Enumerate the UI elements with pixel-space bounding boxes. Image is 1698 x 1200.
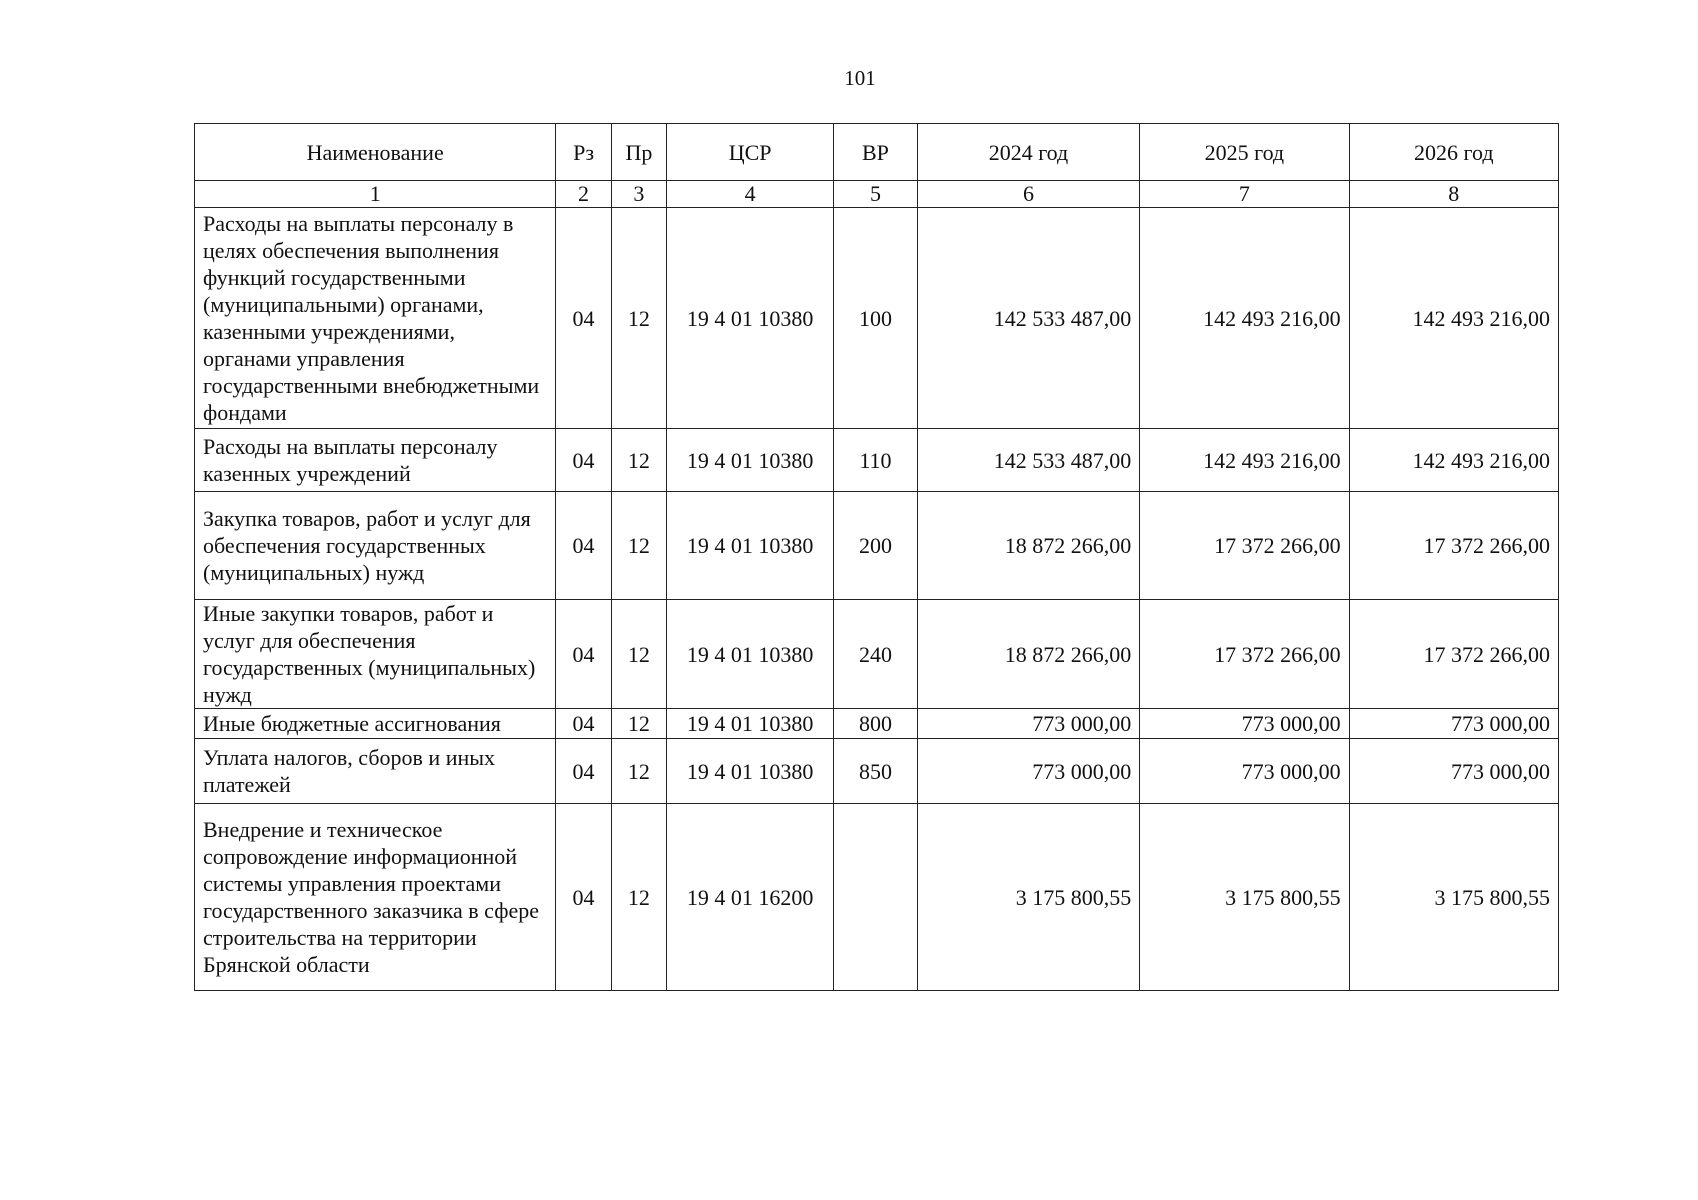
row-vr: 100 — [834, 208, 918, 429]
row-amount-2025: 773 000,00 — [1140, 709, 1349, 739]
row-name: Расходы на выплаты персоналу в целях обеспечения выполнения функций государственными (муниципальными) органами, казенными учреждениями, органами управления государственными внебюджетными фондами — [195, 208, 556, 429]
row-vr — [834, 804, 918, 991]
row-amount-2024: 142 533 487,00 — [917, 208, 1139, 429]
row-csr: 19 4 01 10380 — [667, 709, 834, 739]
row-amount-2025: 142 493 216,00 — [1140, 208, 1349, 429]
page-number: 101 — [844, 66, 876, 90]
row-pr: 12 — [611, 709, 666, 739]
table-row — [195, 739, 1559, 804]
row-amount-2024: 773 000,00 — [917, 709, 1139, 739]
row-csr: 19 4 01 10380 — [667, 492, 834, 600]
header-2025: 2025 год — [1140, 124, 1349, 181]
column-number: 4 — [667, 181, 834, 208]
table-row — [195, 804, 1559, 991]
table-row — [195, 208, 1559, 429]
column-number: 1 — [195, 181, 556, 208]
row-amount-2024: 18 872 266,00 — [917, 600, 1139, 709]
row-amount-2025: 17 372 266,00 — [1140, 492, 1349, 600]
row-name: Расходы на выплаты персоналу казенных учреждений — [195, 429, 556, 492]
row-amount-2026: 17 372 266,00 — [1349, 492, 1558, 600]
header-vr: ВР — [834, 124, 918, 181]
row-vr: 200 — [834, 492, 918, 600]
row-amount-2024: 3 175 800,55 — [917, 804, 1139, 991]
header-name: Наименование — [195, 124, 556, 181]
column-number: 5 — [834, 181, 918, 208]
header-pr: Пр — [611, 124, 666, 181]
row-csr: 19 4 01 16200 — [667, 804, 834, 991]
column-number: 6 — [917, 181, 1139, 208]
table-row — [195, 429, 1559, 492]
row-pr: 12 — [611, 208, 666, 429]
row-pr: 12 — [611, 739, 666, 804]
row-vr: 850 — [834, 739, 918, 804]
row-vr: 110 — [834, 429, 918, 492]
row-name: Закупка товаров, работ и услуг для обеспечения государственных (муниципальных) нужд — [195, 492, 556, 600]
row-amount-2026: 142 493 216,00 — [1349, 429, 1558, 492]
row-pr: 12 — [611, 600, 666, 709]
row-amount-2025: 142 493 216,00 — [1140, 429, 1349, 492]
row-pr: 12 — [611, 429, 666, 492]
header-csr: ЦСР — [667, 124, 834, 181]
row-csr: 19 4 01 10380 — [667, 600, 834, 709]
row-name: Иные бюджетные ассигнования — [195, 709, 556, 739]
column-number: 3 — [611, 181, 666, 208]
row-amount-2024: 773 000,00 — [917, 739, 1139, 804]
column-number: 8 — [1349, 181, 1558, 208]
row-csr: 19 4 01 10380 — [667, 739, 834, 804]
row-amount-2024: 18 872 266,00 — [917, 492, 1139, 600]
row-amount-2025: 773 000,00 — [1140, 739, 1349, 804]
row-name: Иные закупки товаров, работ и услуг для обеспечения государственных (муниципальных) нужд — [195, 600, 556, 709]
table-row — [195, 600, 1559, 709]
row-name: Внедрение и техническое сопровождение информационной системы управления проектами государственного заказчика в сфере строительства на территории Брянской области — [195, 804, 556, 991]
row-rz: 04 — [556, 208, 611, 429]
row-amount-2026: 3 175 800,55 — [1349, 804, 1558, 991]
row-pr: 12 — [611, 804, 666, 991]
row-rz: 04 — [556, 739, 611, 804]
row-amount-2025: 17 372 266,00 — [1140, 600, 1349, 709]
row-rz: 04 — [556, 709, 611, 739]
header-2026: 2026 год — [1349, 124, 1558, 181]
row-rz: 04 — [556, 600, 611, 709]
row-rz: 04 — [556, 429, 611, 492]
row-csr: 19 4 01 10380 — [667, 208, 834, 429]
row-amount-2026: 17 372 266,00 — [1349, 600, 1558, 709]
budget-table — [194, 123, 1559, 991]
column-numbers-row — [195, 181, 1559, 208]
row-amount-2025: 3 175 800,55 — [1140, 804, 1349, 991]
row-amount-2026: 773 000,00 — [1349, 739, 1558, 804]
row-amount-2026: 773 000,00 — [1349, 709, 1558, 739]
row-rz: 04 — [556, 804, 611, 991]
row-rz: 04 — [556, 492, 611, 600]
row-name: Уплата налогов, сборов и иных платежей — [195, 739, 556, 804]
row-csr: 19 4 01 10380 — [667, 429, 834, 492]
column-number: 7 — [1140, 181, 1349, 208]
row-vr: 800 — [834, 709, 918, 739]
row-pr: 12 — [611, 492, 666, 600]
column-number: 2 — [556, 181, 611, 208]
header-rz: Рз — [556, 124, 611, 181]
row-amount-2024: 142 533 487,00 — [917, 429, 1139, 492]
table-row — [195, 492, 1559, 600]
row-amount-2026: 142 493 216,00 — [1349, 208, 1558, 429]
row-vr: 240 — [834, 600, 918, 709]
header-2024: 2024 год — [917, 124, 1139, 181]
table-row — [195, 709, 1559, 739]
header-row — [195, 124, 1559, 181]
